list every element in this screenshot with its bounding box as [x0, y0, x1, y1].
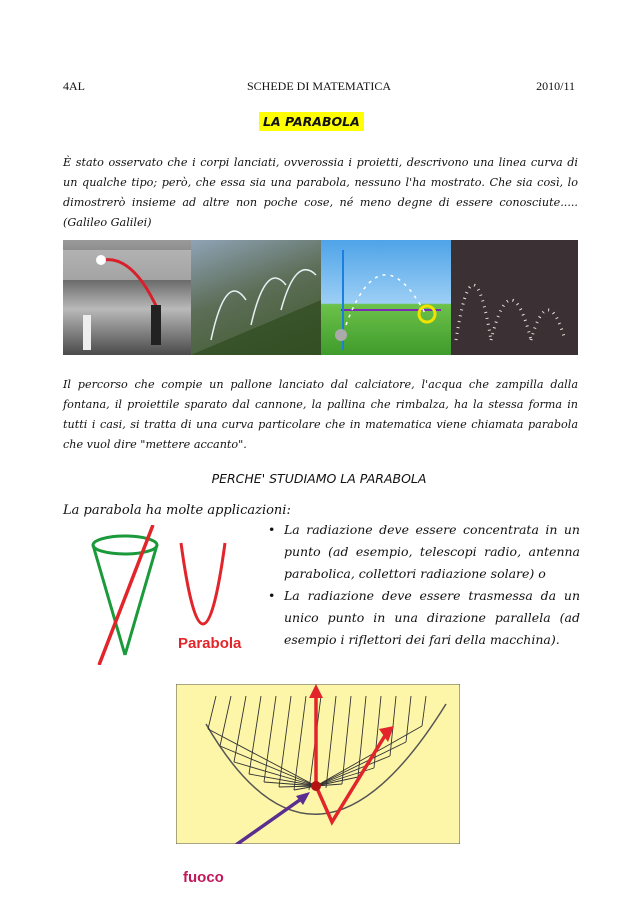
- bouncing-ball-graphic: [451, 240, 578, 355]
- list-item: • La radiazione deve essere concentrata in un punto (ad esempio, telescopi radio, antenna parabolica, collettori radiazione solare) o: [264, 519, 580, 585]
- page-title: LA PARABOLA: [259, 112, 364, 131]
- header-subject: SCHEDE DI MATEMATICA: [247, 79, 391, 93]
- parabola-description: Il percorso che compie un pallone lanciato dal calciatore, l'acqua che zampilla dalla fontana, il proiettile sparato dal cannone, la pallina che rimbalza, ha la stessa forma in tutti i casi, si tratta di una curva particolare che in matematica viene chiamata parabola che vuol dire "mettere accanto".: [63, 378, 578, 451]
- photo-bouncing-ball: [451, 240, 578, 355]
- fountain-jets-graphic: [191, 240, 321, 355]
- header-year: 2010/11: [536, 79, 575, 93]
- projectile-graphic: [321, 240, 451, 355]
- galileo-quote: È stato osservato che i corpi lanciati, ovverossia i proietti, descrivono una linea curva di un qualche tipo; però, che essa sia una parabola, nessuno l'ha mostrato. Che sia così, lo dimostrerò insieme ad altre non poche cose, né meno degne di essere conosciute.....(Galileo Galilei): [63, 156, 578, 229]
- football-trajectory-graphic: [63, 240, 191, 355]
- reflector-diagram: [176, 684, 460, 844]
- section-title: PERCHE' STUDIAMO LA PARABOLA: [211, 471, 427, 486]
- focus-point: [311, 781, 321, 791]
- bullet-icon: •: [268, 588, 276, 603]
- header-class: 4AL: [63, 79, 85, 93]
- bullet-icon: •: [268, 522, 276, 537]
- photo-football-kick: [63, 240, 191, 355]
- photo-cannon-projectile: [321, 240, 451, 355]
- applications-list: [264, 519, 580, 651]
- focus-label: fuoco: [183, 869, 224, 886]
- applications-intro: La parabola ha molte applicazioni:: [63, 503, 291, 518]
- photo-fountain: [191, 240, 321, 355]
- list-item: • La radiazione deve essere trasmessa da un unico punto in una dirazione parallela (ad esempio i riflettori dei fari della macchina).: [264, 585, 580, 651]
- parabola-label: Parabola: [178, 635, 242, 652]
- parabola-curve: [181, 543, 225, 624]
